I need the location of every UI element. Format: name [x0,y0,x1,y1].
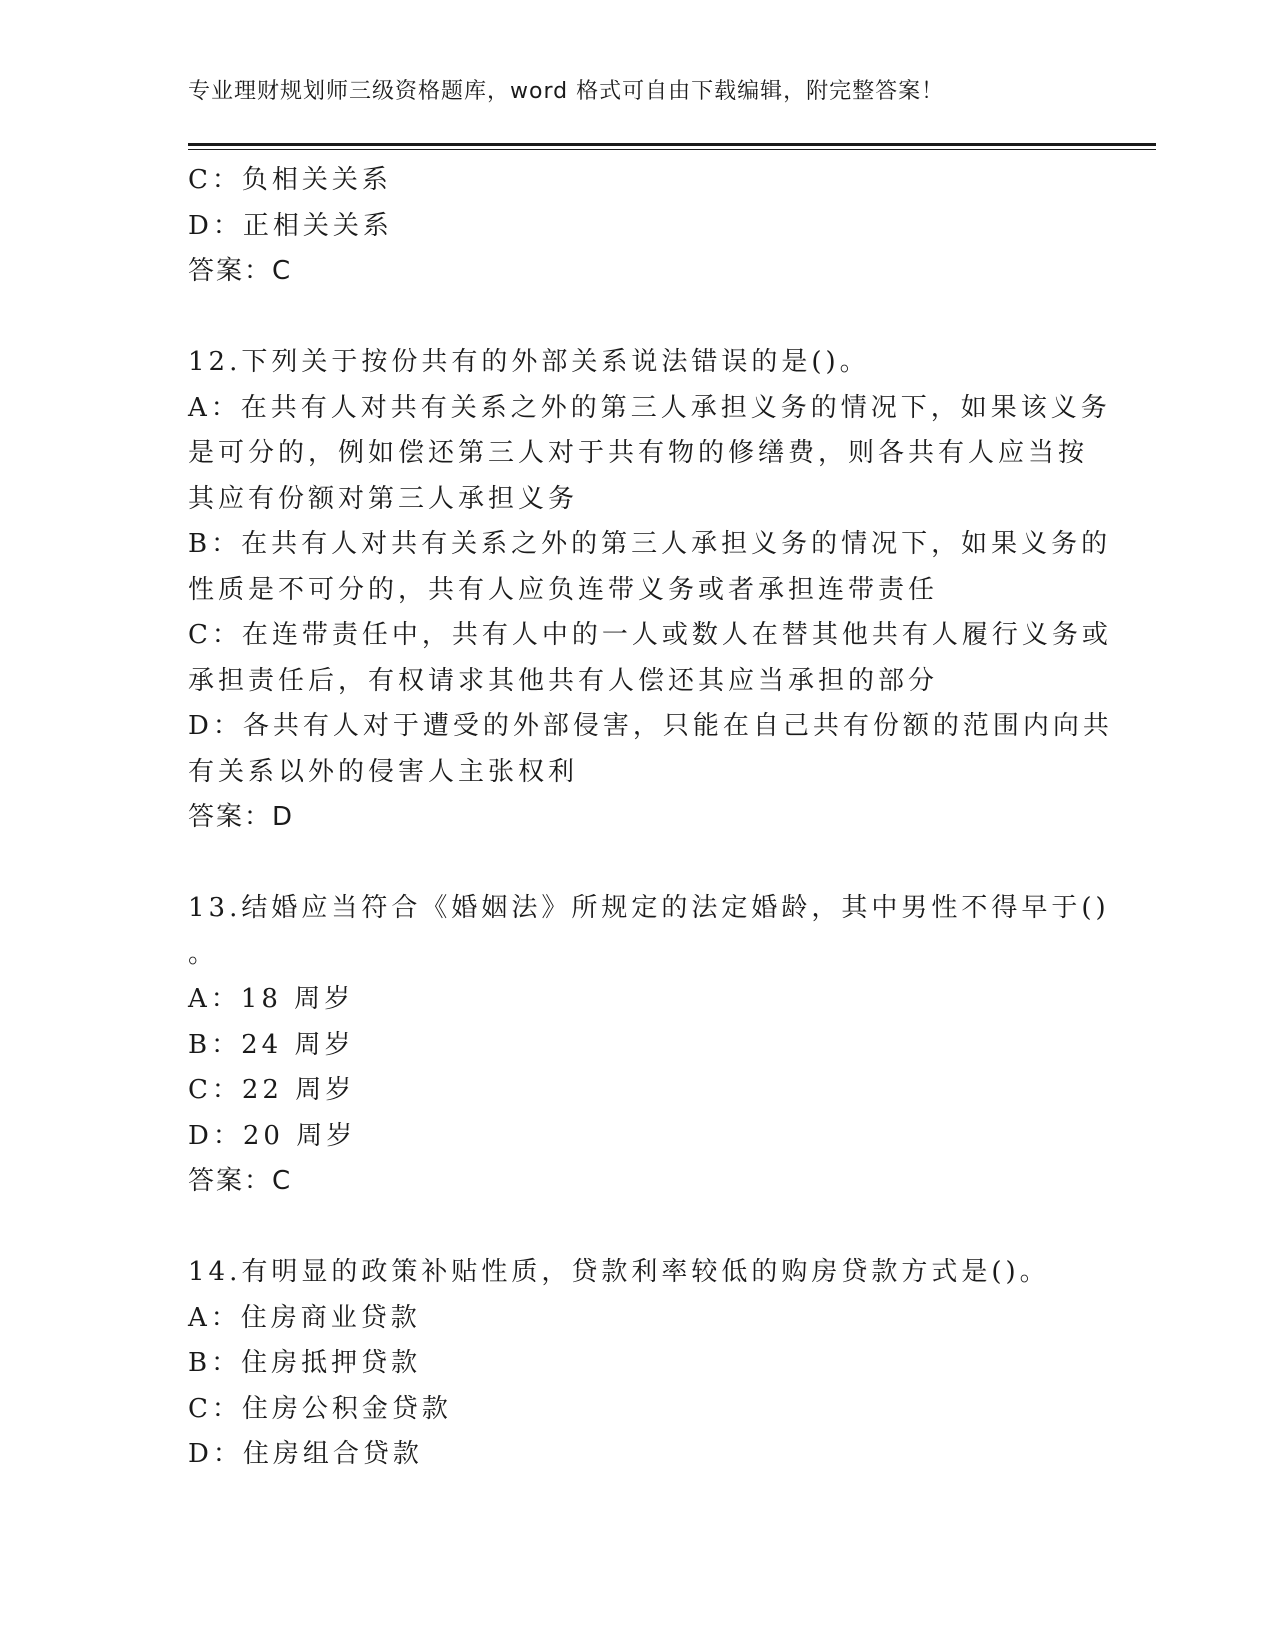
q12-stem: 12.下列关于按份共有的外部关系说法错误的是()。 [188,347,870,377]
q14-option-d: D：住房组合贷款 [188,1439,423,1469]
q14-option-b: B：住房抵押贷款 [188,1348,422,1378]
q13-option-c: C：22 周岁 [188,1075,356,1105]
header-rule-thin [188,149,1156,150]
spacer [188,295,1088,341]
spacer [188,1205,1088,1251]
q13-stem-line: 13.结婚应当符合《婚姻法》所规定的法定婚龄，其中男性不得早于() [188,893,1110,923]
q14-option-a: A：住房商业贷款 [188,1302,421,1333]
q13-option-b: B：24 周岁 [188,1029,355,1060]
q12-option-line: C：在连带责任中，共有人中的一人或数人在替其他共有人履行义务或 [188,620,1112,650]
q12-option-line: A：在共有人对共有关系之外的第三人承担义务的情况下，如果该义务 [188,392,1111,423]
question-content [188,158,1113,1478]
q12-answer: 答案：D [188,802,295,832]
q12-option-line: 其应有份额对第三人承担义务 [188,483,579,514]
header-rule-thick [188,143,1156,146]
q13-option-d: D：20 周岁 [188,1120,357,1151]
page-header: 专业理财规划师三级资格题库，word 格式可自由下载编辑，附完整答案！ [188,79,945,104]
q12-option-line: D：各共有人对于遭受的外部侵害，只能在自己共有份额的范围内向共 [188,711,1113,741]
q12-option-line: 承担责任后，有权请求其他共有人偿还其应当承担的部分 [188,665,939,696]
q11-option-d: D：正相关关系 [188,210,393,241]
q12-option-line: B：在共有人对共有关系之外的第三人承担义务的情况下，如果义务的 [188,529,1112,559]
spacer [188,841,1088,887]
q12-option-line: 是可分的，例如偿还第三人对于共有物的修缮费，则各共有人应当按 [188,438,1089,468]
q11-option-c: C：负相关关系 [188,165,392,195]
q13-stem-line: 。 [188,938,219,969]
q14-option-c: C：住房公积金贷款 [188,1393,452,1424]
q12-option-line: 性质是不可分的，共有人应负连带义务或者承担连带责任 [188,574,939,605]
q12-option-line: 有关系以外的侵害人主张权利 [188,756,579,787]
q11-answer: 答案：C [188,256,293,286]
q13-option-a: A：18 周岁 [188,984,355,1014]
q14-stem: 14.有明显的政策补贴性质，贷款利率较低的购房贷款方式是()。 [188,1257,1050,1287]
q13-answer: 答案：C [188,1166,293,1196]
